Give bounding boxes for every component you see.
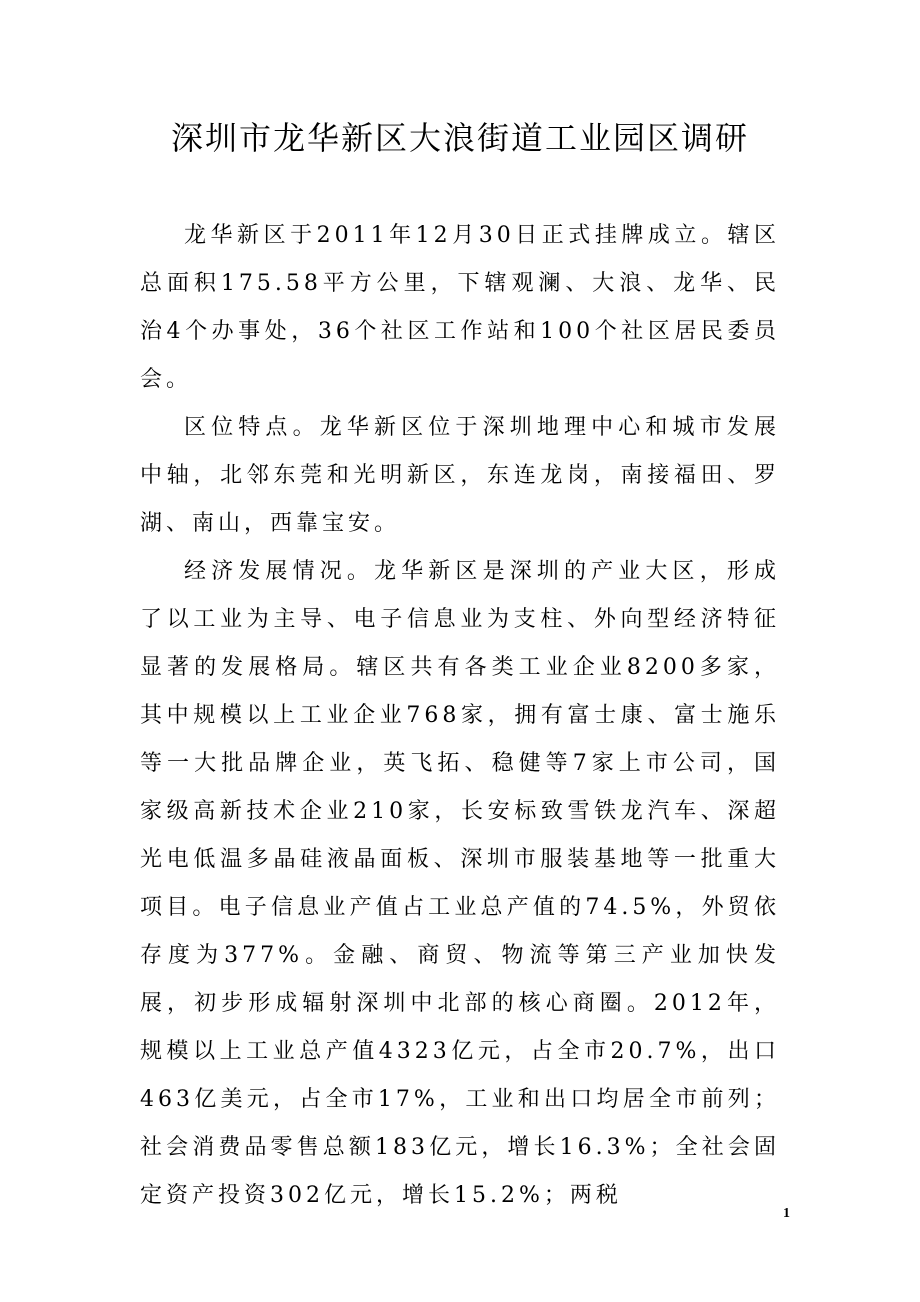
document-body xyxy=(140,212,780,1220)
page-number: 1 xyxy=(783,1206,790,1221)
paragraph-economy: 经济发展情况。龙华新区是深圳的产业大区，形成了以工业为主导、电子信息业为支柱、外向型经济特征显著的发展格局。辖区共有各类工业企业8200多家，其中规模以上工业企业768家，拥有富士康、富士施乐等一大批品牌企业，英飞拓、稳健等7家上市公司，国家级高新技术企业210家，长安标致雪铁龙汽车、深超光电低温多晶硅液晶面板、深圳市服装基地等一批重大项目。电子信息业产值占工业总产值的74.5%，外贸依存度为377%。金融、商贸、物流等第三产业加快发展，初步形成辐射深圳中北部的核心商圈。2012年，规模以上工业总产值4323亿元，占全市20.7%，出口463亿美元，占全市17%，工业和出口均居全市前列；社会消费品零售总额183亿元，增长16.3%；全社会固定资产投资302亿元，增长15.2%；两税 xyxy=(140,559,780,1208)
document-title: 深圳市龙华新区大浪街道工业园区调研 xyxy=(170,119,749,157)
paragraph-location: 区位特点。龙华新区位于深圳地理中心和城市发展中轴，北邻东莞和光明新区，东连龙岗，南接福田、罗湖、南山，西靠宝安。 xyxy=(140,415,780,536)
paragraph-overview: 龙华新区于2011年12月30日正式挂牌成立。辖区总面积175.58平方公里，下辖观澜、大浪、龙华、民治4个办事处，36个社区工作站和100个社区居民委员会。 xyxy=(140,223,780,392)
